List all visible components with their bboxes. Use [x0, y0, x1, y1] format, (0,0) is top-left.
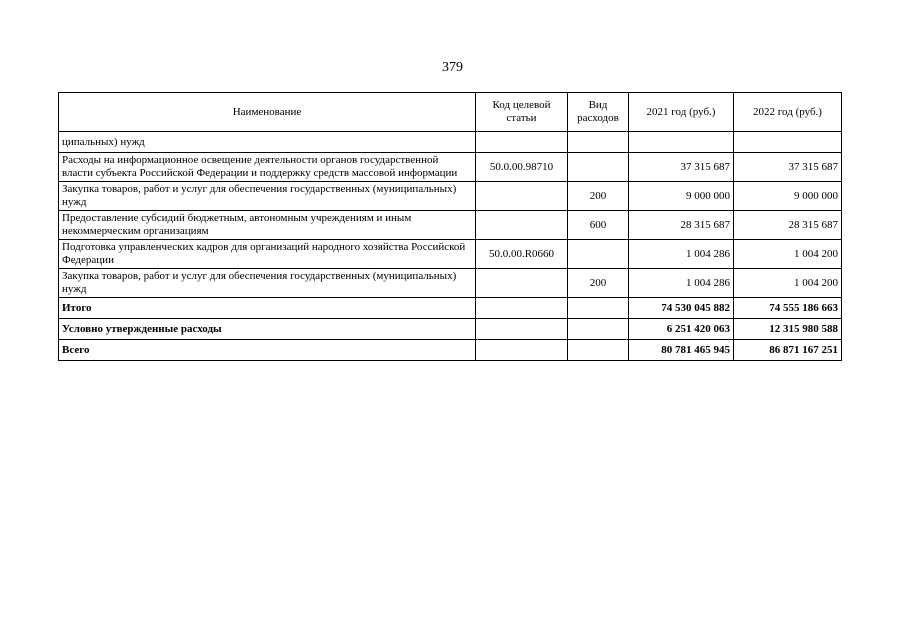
- total-code-empty: [476, 319, 568, 340]
- row-kind: 600: [568, 211, 629, 240]
- total-row-vsego: [59, 340, 842, 361]
- row-name: Расходы на информационное освещение деятельности органов государственной власти субъекта Российской Федерации и поддержку средств массовой информации: [59, 153, 476, 182]
- row-code: [476, 182, 568, 211]
- row-code: [476, 269, 568, 298]
- table-row: [59, 132, 842, 153]
- page-number: 379: [442, 60, 463, 75]
- row-kind: 200: [568, 182, 629, 211]
- row-kind: [568, 240, 629, 269]
- table-row: [59, 269, 842, 298]
- row-code: 50.0.00.98710: [476, 153, 568, 182]
- row-kind: [568, 132, 629, 153]
- total-2021: 74 530 045 882: [629, 298, 734, 319]
- row-2021: 1 004 286: [629, 269, 734, 298]
- total-2022: 86 871 167 251: [734, 340, 842, 361]
- header-2021: 2021 год (руб.): [629, 93, 734, 132]
- table-row: [59, 240, 842, 269]
- table-row: [59, 211, 842, 240]
- row-2022: 1 004 200: [734, 269, 842, 298]
- row-2022: [734, 132, 842, 153]
- total-kind-empty: [568, 298, 629, 319]
- total-2022: 12 315 980 588: [734, 319, 842, 340]
- total-code-empty: [476, 298, 568, 319]
- total-code-empty: [476, 340, 568, 361]
- header-kind: Вид расходов: [568, 93, 629, 132]
- row-code: 50.0.00.R0660: [476, 240, 568, 269]
- row-2022: 9 000 000: [734, 182, 842, 211]
- table-row: [59, 153, 842, 182]
- row-kind: 200: [568, 269, 629, 298]
- row-name: Предоставление субсидий бюджетным, автономным учреждениям и иным некоммерческим организациям: [59, 211, 476, 240]
- row-2022: 28 315 687: [734, 211, 842, 240]
- total-name: Итого: [59, 298, 476, 319]
- budget-table: [58, 92, 842, 361]
- row-2021: 1 004 286: [629, 240, 734, 269]
- row-2022: 37 315 687: [734, 153, 842, 182]
- row-2021: [629, 132, 734, 153]
- table-header-row: [59, 93, 842, 132]
- row-kind: [568, 153, 629, 182]
- total-row-itogo: [59, 298, 842, 319]
- table-row: [59, 182, 842, 211]
- row-code: [476, 132, 568, 153]
- row-name: ципальных) нужд: [59, 132, 476, 153]
- total-2022: 74 555 186 663: [734, 298, 842, 319]
- total-name: Условно утвержденные расходы: [59, 319, 476, 340]
- row-2022: 1 004 200: [734, 240, 842, 269]
- total-2021: 6 251 420 063: [629, 319, 734, 340]
- row-name: Закупка товаров, работ и услуг для обеспечения государственных (муниципальных) нужд: [59, 182, 476, 211]
- total-row-conditional: [59, 319, 842, 340]
- row-code: [476, 211, 568, 240]
- total-2021: 80 781 465 945: [629, 340, 734, 361]
- header-name: Наименование: [59, 93, 476, 132]
- row-name: Закупка товаров, работ и услуг для обеспечения государственных (муниципальных) нужд: [59, 269, 476, 298]
- total-kind-empty: [568, 340, 629, 361]
- total-name: Всего: [59, 340, 476, 361]
- row-2021: 37 315 687: [629, 153, 734, 182]
- header-code: Код целевой статьи: [476, 93, 568, 132]
- row-2021: 28 315 687: [629, 211, 734, 240]
- header-2022: 2022 год (руб.): [734, 93, 842, 132]
- row-name: Подготовка управленческих кадров для организаций народного хозяйства Российской Федерации: [59, 240, 476, 269]
- total-kind-empty: [568, 319, 629, 340]
- row-2021: 9 000 000: [629, 182, 734, 211]
